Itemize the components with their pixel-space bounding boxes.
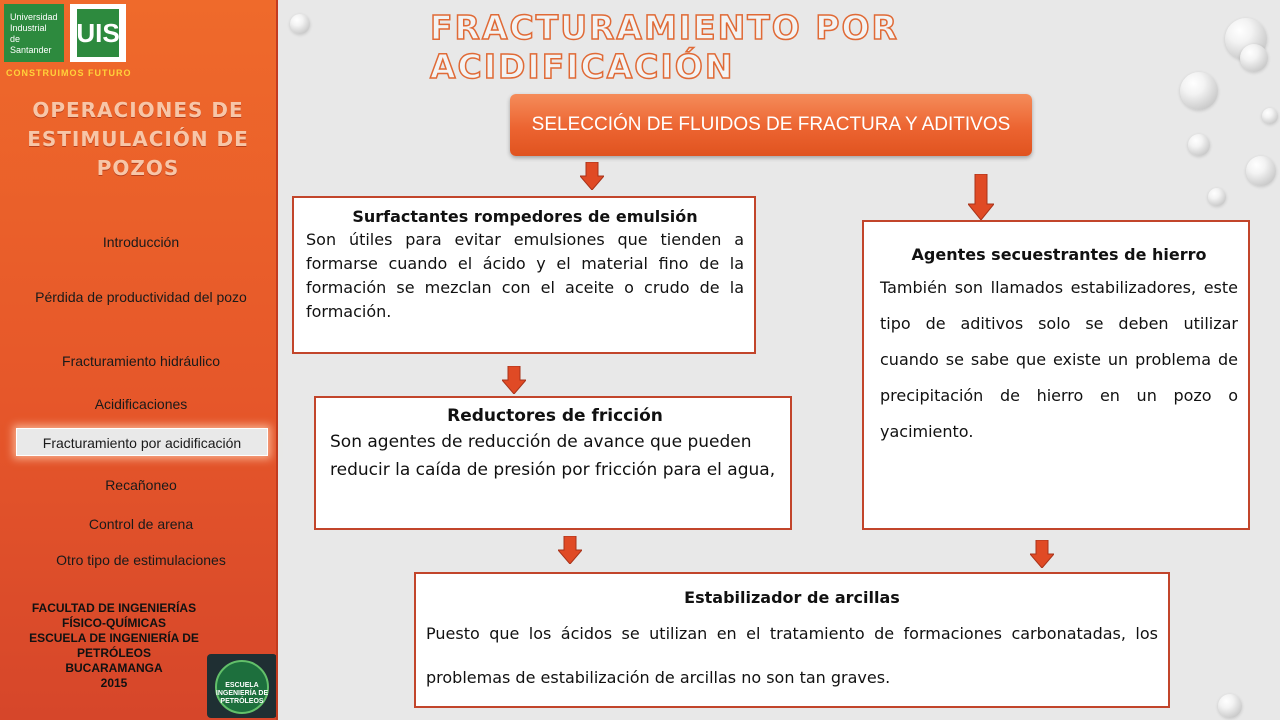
bubble-decoration <box>1180 72 1218 110</box>
box-surfactantes-title: Surfactantes rompedores de emulsión <box>352 207 698 226</box>
nav-item-acidificaciones[interactable]: Acidificaciones <box>94 396 188 412</box>
box-arcillas-title: Estabilizador de arcillas <box>684 588 900 607</box>
box-surfactantes <box>292 196 756 354</box>
box-reductores-title: Reductores de fricción <box>447 406 663 426</box>
box-reductores-body: Son agentes de reducción de avance que pueden reducir la caída de presión por fricción para el agua, <box>330 432 776 480</box>
bubble-decoration <box>1240 44 1268 72</box>
header-box <box>510 94 1032 156</box>
petroleum-school-logo-text: ESCUELA INGENIERÍA DE PETRÓLEOS <box>215 682 269 705</box>
sidebar-title-line-2: ESTIMULACIÓN DE <box>27 127 249 151</box>
down-arrow-icon <box>502 366 526 394</box>
university-logo <box>4 4 64 62</box>
faculty-info <box>14 601 214 691</box>
bubble-decoration <box>1262 108 1278 124</box>
box-surfactantes-body: Son útiles para evitar emulsiones que tienden a formarse cuando el ácido y el material fino de la formación se mezclan con el aceite o crudo de la formación. <box>306 230 744 321</box>
bubble-decoration <box>290 14 310 34</box>
box-secuestrantes-title: Agentes secuestrantes de hierro <box>911 245 1207 264</box>
box-reductores <box>314 396 792 530</box>
faculty-line-2: FÍSICO-QUÍMICAS <box>62 616 166 630</box>
down-arrow-icon <box>558 536 582 564</box>
nav-item-recanoneo[interactable]: Recañoneo <box>105 477 177 493</box>
university-logo-text: Universidad Industrial de Santander <box>10 12 58 55</box>
faculty-line-4: PETRÓLEOS <box>76 646 151 660</box>
down-arrow-icon <box>1030 540 1054 568</box>
page-title: FRACTURAMIENTO POR ACIDIFICACIÓN <box>430 8 899 86</box>
header-box-label: SELECCIÓN DE FLUIDOS DE FRACTURA Y ADITIVOS <box>531 114 1011 135</box>
bubble-decoration <box>1246 156 1276 186</box>
nav-item-control-arena[interactable]: Control de arena <box>88 516 194 532</box>
uis-logo-mark-text: UIS <box>77 9 119 57</box>
box-arcillas-body: Puesto que los ácidos se utilizan en el tratamiento de formaciones carbonatadas, los problemas de estabilización de arcillas no son tan graves. <box>426 624 1158 687</box>
bubble-decoration <box>1218 694 1242 718</box>
faculty-line-6: 2015 <box>100 676 128 690</box>
sidebar <box>0 0 276 720</box>
sidebar-title <box>0 96 276 183</box>
bubble-decoration <box>1208 188 1226 206</box>
nav-item-fracturamiento-acidificacion[interactable]: Fracturamiento por acidificación <box>16 428 268 456</box>
sidebar-title-line-3: POZOS <box>96 156 180 180</box>
faculty-line-1: FACULTAD DE INGENIERÍAS <box>31 601 197 615</box>
box-secuestrantes <box>862 220 1250 530</box>
nav-item-otras-estimulaciones[interactable]: Otro tipo de estimulaciones <box>56 552 226 568</box>
faculty-line-5: BUCARAMANGA <box>65 661 163 675</box>
faculty-line-3: ESCUELA DE INGENIERÍA DE <box>29 631 199 645</box>
box-secuestrantes-body: También son llamados estabilizadores, este tipo de aditivos solo se deben utilizar cuando se sabe que existe un problema de precipitación de hierro en un pozo o yacimiento. <box>880 278 1238 441</box>
nav-item-fracturamiento-hidraulico[interactable]: Fracturamiento hidráulico <box>62 353 220 369</box>
university-slogan: CONSTRUIMOS FUTURO <box>6 68 132 78</box>
uis-logo-mark <box>70 4 126 62</box>
nav-item-introduccion[interactable]: Introducción <box>102 234 180 250</box>
sidebar-divider <box>276 0 278 720</box>
down-arrow-icon <box>968 174 994 220</box>
down-arrow-icon <box>580 162 604 190</box>
box-arcillas <box>414 572 1170 708</box>
petroleum-school-logo <box>207 654 277 718</box>
sidebar-title-line-1: OPERACIONES DE <box>32 98 244 122</box>
nav-item-perdida-productividad[interactable]: Pérdida de productividad del pozo <box>35 289 247 305</box>
bubble-decoration <box>1188 134 1210 156</box>
